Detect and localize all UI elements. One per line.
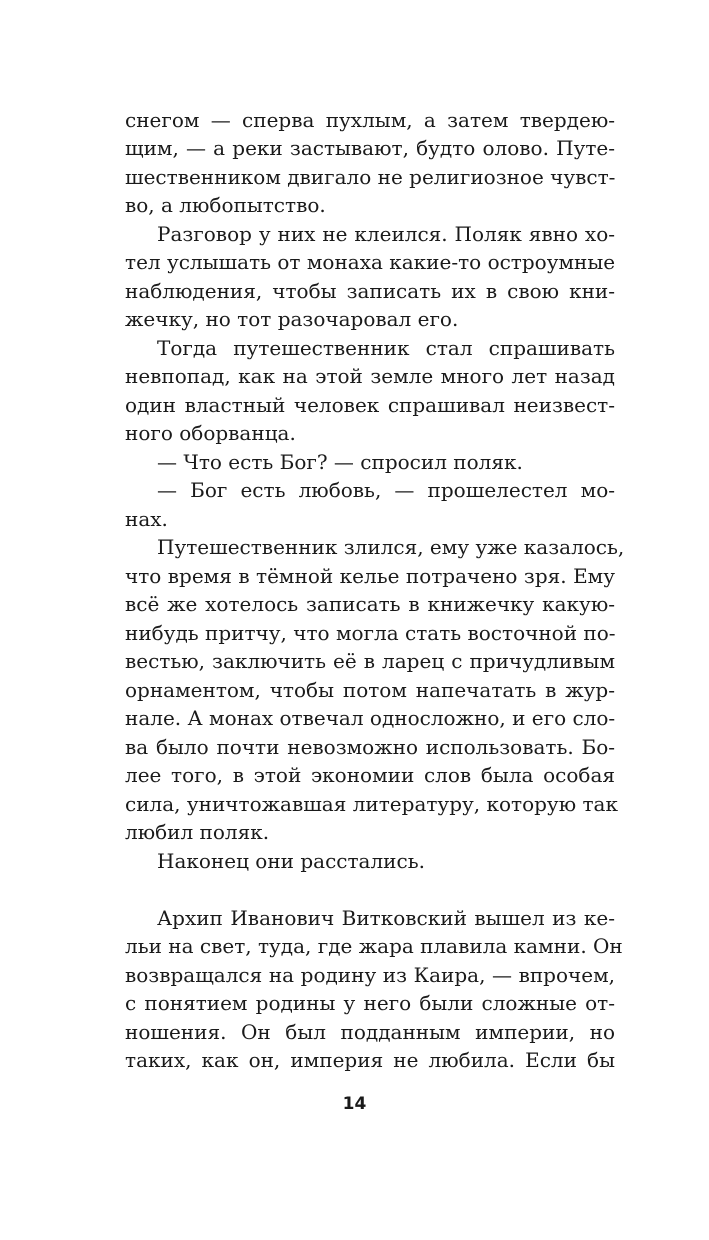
text-line: шественником двигало не религиозное чувст- (125, 165, 616, 189)
text-line: нибудь притчу, что могла стать восточной по- (125, 621, 616, 645)
dialogue-line: — Что есть Бог? — спросил поляк. (157, 450, 523, 474)
text-line: любил поляк. (125, 820, 270, 844)
text-line: вестью, заключить её в ларец с причудливым (125, 649, 615, 673)
text-line: Путешественник злился, ему уже казалось, (157, 535, 625, 559)
text-line: во, а любопытство. (125, 193, 326, 217)
text-line: лее того, в этой экономии слов была особая (125, 763, 615, 787)
text-line: Архип Иванович Витковский вышел из ке- (157, 906, 615, 930)
text-line: всё же хотелось записать в книжечку какую- (125, 592, 615, 616)
text-line: ного оборванца. (125, 421, 296, 445)
text-line: Наконец они расстались. (157, 849, 425, 873)
text-line: Разговор у них не клеился. Поляк явно хо- (157, 222, 615, 246)
dialogue-line: нах. (125, 507, 168, 531)
text-line: орнаментом, чтобы потом напечатать в жур- (125, 678, 615, 702)
text-line: нале. А монах отвечал односложно, и его сло- (125, 706, 616, 730)
dialogue-line: — Бог есть любовь, — прошелестел мо- (157, 478, 615, 502)
text-line: льи на свет, туда, где жара плавила камни. Он (125, 934, 623, 958)
text-line: таких, как он, империя не любила. Если бы (125, 1048, 615, 1072)
text-line: что время в тёмной келье потрачено зря. Ему (125, 564, 615, 588)
text-line: с понятием родины у него были сложные от- (125, 991, 615, 1015)
text-line: невпопад, как на этой земле много лет назад (125, 364, 615, 388)
text-line: ношения. Он был подданным империи, но (125, 1020, 615, 1044)
page-number: 14 (342, 1094, 367, 1114)
text-line: сила, уничтожавшая литературу, которую так (125, 792, 618, 816)
text-line: щим, — а реки застывают, будто олово. Путе- (125, 136, 615, 160)
text-line: возвращался на родину из Каира, — впрочем, (125, 963, 615, 987)
text-line: один властный человек спрашивал неизвест- (125, 393, 615, 417)
text-line: снегом — сперва пухлым, а затем твердею- (125, 108, 615, 132)
text-line: Тогда путешественник стал спрашивать (157, 336, 615, 360)
text-line: тел услышать от монаха какие-то остроумные (125, 250, 616, 274)
text-line: наблюдения, чтобы записать их в свою кни- (125, 279, 615, 303)
text-line: жечку, но тот разочаровал его. (125, 307, 459, 331)
text-line: ва было почти невозможно использовать. Бо- (125, 735, 615, 759)
